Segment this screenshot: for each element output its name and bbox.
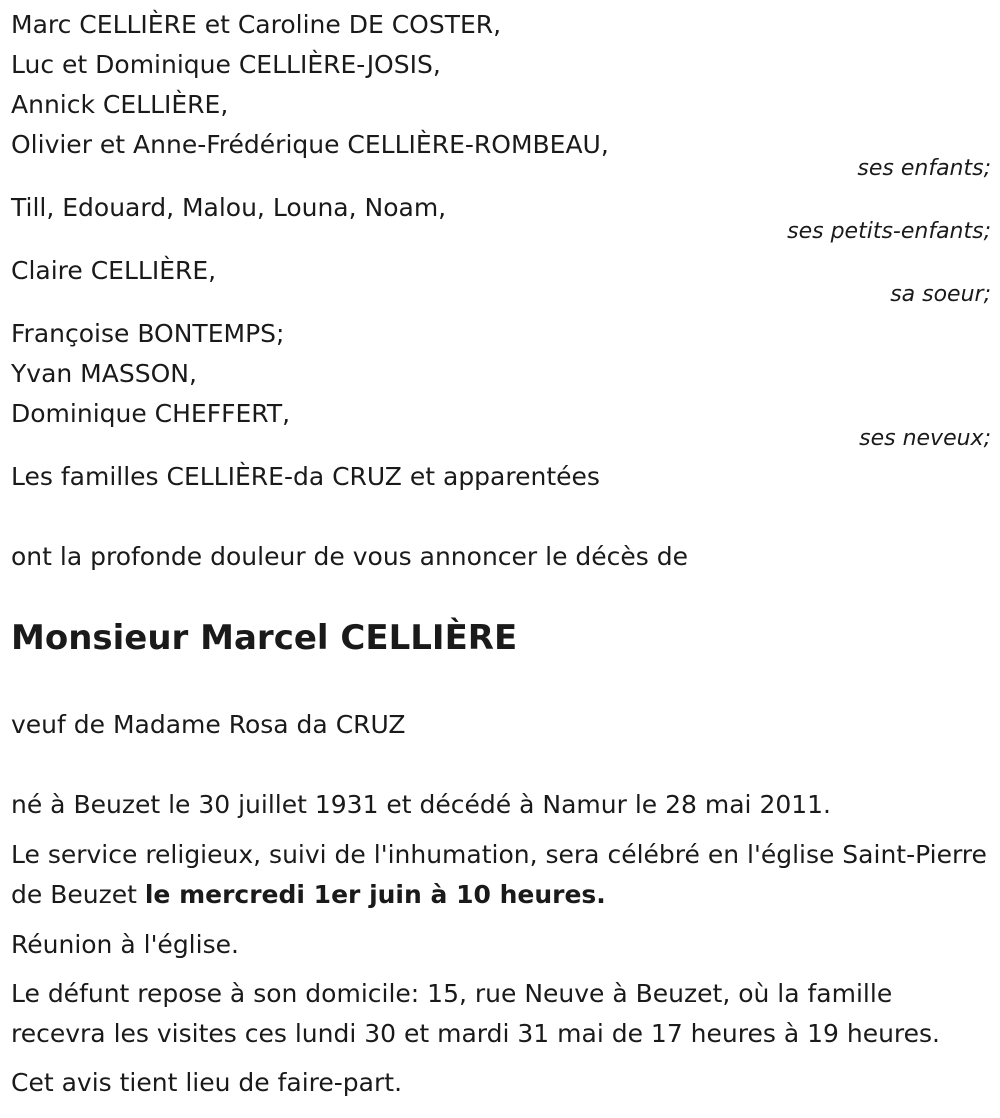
nephew-line-3: Dominique CHEFFERT, [11, 399, 291, 428]
announcement-line: ont la profonde douleur de vous annoncer le décès de [11, 542, 689, 571]
grandchildren-role: ses petits-enfants; [787, 219, 991, 244]
deceased-name: Monsieur Marcel CELLIÈRE [11, 618, 518, 658]
nephew-line-2: Yvan MASSON, [11, 359, 197, 388]
visits-paragraph: Le défunt repose à son domicile: 15, rue Neuve à Beuzet, où la famille recevra les visites ces lundi 30 et mardi 31 mai de 17 heures à 19 heures. [11, 979, 941, 1048]
child-line-4: Olivier et Anne-Frédérique CELLIÈRE-ROMBEAU, [11, 130, 609, 159]
nephews-role: ses neveux; [859, 426, 991, 451]
service-text: Le service religieux, suivi de l'inhumation, sera célébré en l'église Saint-Pierre de Beuzet [11, 840, 987, 909]
children-role: ses enfants; [857, 156, 991, 181]
widower-line: veuf de Madame Rosa da CRUZ [11, 710, 406, 739]
sister-role: sa soeur; [890, 282, 991, 307]
families-line: Les familles CELLIÈRE-da CRUZ et apparentées [11, 462, 600, 491]
child-line-1: Marc CELLIÈRE et Caroline DE COSTER, [11, 10, 502, 39]
child-line-3: Annick CELLIÈRE, [11, 90, 229, 119]
nephew-line-1: Françoise BONTEMPS; [11, 319, 285, 348]
closing-line: Cet avis tient lieu de faire-part. [11, 1068, 403, 1097]
grandchildren-line: Till, Edouard, Malou, Louna, Noam, [11, 193, 447, 222]
meeting-line: Réunion à l'église. [11, 930, 239, 959]
service-date: le mercredi 1er juin à 10 heures. [144, 880, 606, 909]
child-line-2: Luc et Dominique CELLIÈRE-JOSIS, [11, 50, 441, 79]
sister-line: Claire CELLIÈRE, [11, 256, 217, 285]
birth-death-line: né à Beuzet le 30 juillet 1931 et décédé à Namur le 28 mai 2011. [11, 790, 832, 819]
service-paragraph [11, 835, 991, 915]
